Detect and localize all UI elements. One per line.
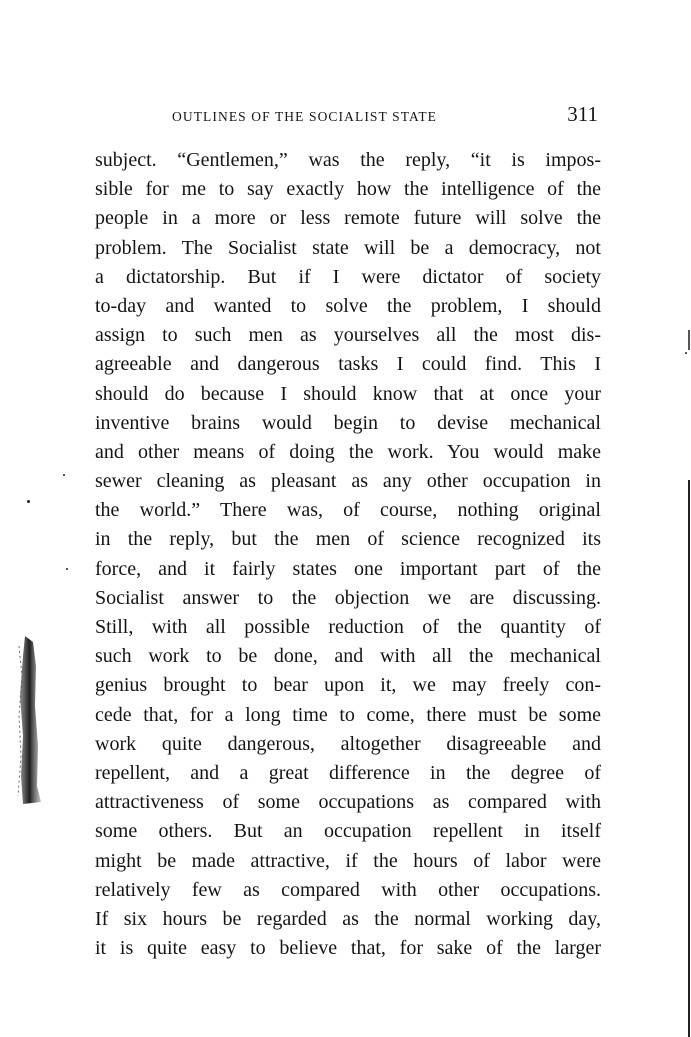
text-line: it is quite easy to believe that, for sake of the larger bbox=[95, 937, 601, 960]
text-line: genius brought to bear upon it, we may freely con- bbox=[95, 674, 601, 697]
running-title: OUTLINES OF THE SOCIALIST STATE bbox=[172, 109, 438, 124]
text-line: subject. “Gentlemen,” was the reply, “it is impos- bbox=[95, 149, 601, 171]
text-line: people in a more or less remote future will solve the bbox=[95, 207, 601, 230]
text-line: inventive brains would begin to devise mechanical bbox=[95, 411, 601, 434]
text-line: force, and it fairly states one important part of the bbox=[95, 557, 601, 580]
running-head bbox=[172, 102, 602, 130]
text-line: in the reply, but the men of science recognized its bbox=[95, 528, 601, 551]
text-line: repellent, and a great difference in the degree of bbox=[95, 761, 601, 784]
text-line: work quite dangerous, altogether disagreeable and bbox=[95, 732, 601, 755]
text-line: problem. The Socialist state will be a democracy, not bbox=[95, 236, 601, 259]
scan-speck bbox=[63, 474, 65, 476]
text-line: some others. But an occupation repellent in itself bbox=[95, 820, 601, 843]
text-line: cede that, for a long time to come, there must be some bbox=[95, 703, 601, 726]
scan-speck bbox=[685, 352, 687, 354]
scan-edge-line bbox=[683, 330, 691, 1037]
text-line: might be made attractive, if the hours of labor were bbox=[95, 849, 601, 872]
text-line: assign to such men as yourselves all the most dis- bbox=[95, 324, 601, 347]
text-line: and other means of doing the work. You would make bbox=[95, 440, 601, 463]
scan-speck bbox=[66, 568, 68, 570]
text-line: sewer cleaning as pleasant as any other occupation in bbox=[95, 470, 601, 493]
text-line: should do because I should know that at once your bbox=[95, 382, 601, 405]
scan-binding-shadow bbox=[17, 636, 43, 804]
text-line: sible for me to say exactly how the intelligence of the bbox=[95, 178, 601, 201]
text-line: attractiveness of some occupations as compared with bbox=[95, 791, 601, 814]
text-line: agreeable and dangerous tasks I could find. This I bbox=[95, 353, 601, 376]
text-line: Socialist answer to the objection we are discussing. bbox=[95, 586, 601, 609]
text-line: to-day and wanted to solve the problem, I should bbox=[95, 294, 601, 317]
text-line: relatively few as compared with other occupations. bbox=[95, 878, 601, 901]
page-number: 311 bbox=[567, 102, 598, 126]
text-line: If six hours be regarded as the normal working day, bbox=[95, 907, 601, 930]
body-text bbox=[95, 146, 601, 963]
text-line: Still, with all possible reduction of the quantity of bbox=[95, 616, 601, 638]
text-line: a dictatorship. But if I were dictator of society bbox=[95, 265, 601, 288]
text-line: the world.” There was, of course, nothing original bbox=[95, 499, 601, 522]
scan-speck bbox=[27, 500, 30, 503]
text-line: such work to be done, and with all the mechanical bbox=[95, 645, 601, 668]
